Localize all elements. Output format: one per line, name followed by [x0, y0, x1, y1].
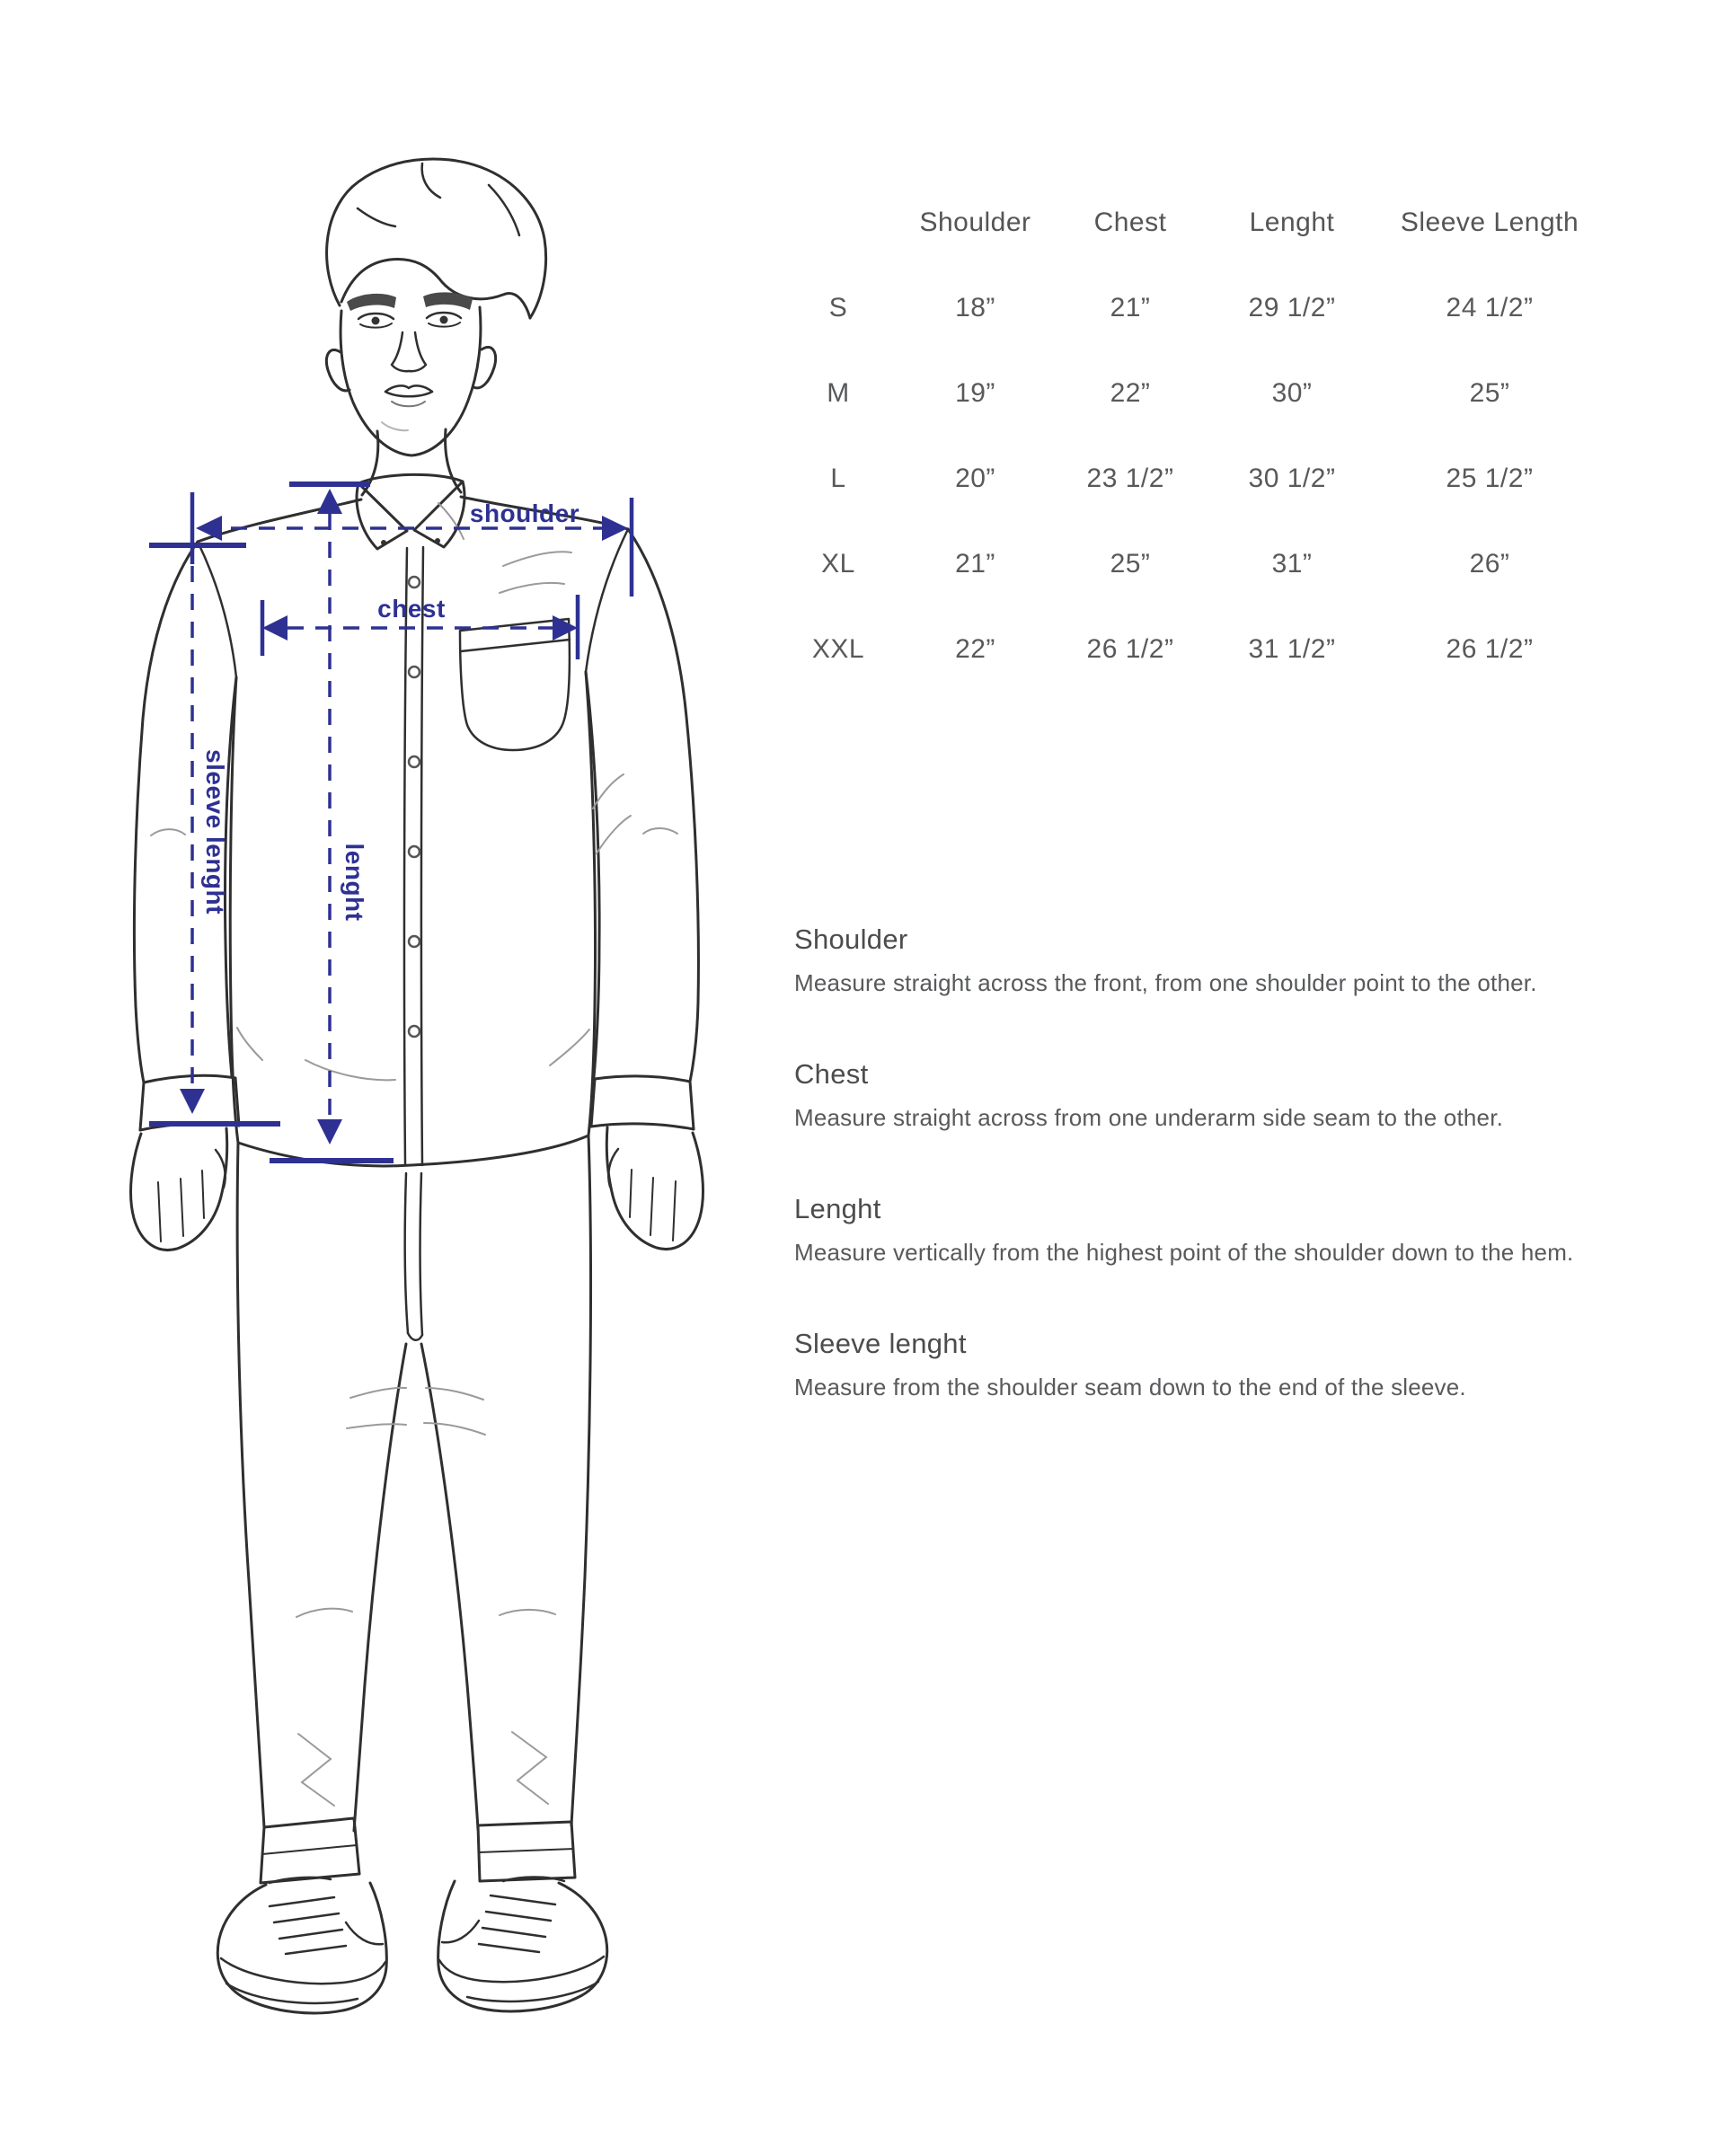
size-value: 21”	[1110, 292, 1151, 323]
size-value: 21”	[955, 548, 995, 579]
figure-illustration	[0, 0, 809, 2156]
size-value: 26 1/2”	[1446, 633, 1534, 664]
sleeve-length-measure-label: sleeve lenght	[201, 749, 229, 915]
instruction-title: Sleeve lenght	[794, 1327, 967, 1359]
instruction-text: Measure vertically from the highest point of the shoulder down to the hem.	[794, 1238, 1574, 1266]
size-value: 26”	[1469, 548, 1510, 579]
size-value: 25”	[1110, 548, 1151, 579]
size-value: 26 1/2”	[1086, 633, 1174, 664]
size-value: 24 1/2”	[1446, 292, 1534, 323]
size-value: 29 1/2”	[1248, 292, 1336, 323]
size-value: 31”	[1271, 548, 1313, 579]
chest-measure-label: chest	[377, 595, 446, 623]
size-value: 30 1/2”	[1248, 463, 1336, 493]
instruction-shoulder	[794, 923, 1684, 997]
instruction-title: Chest	[794, 1057, 869, 1090]
size-value: 18”	[955, 292, 995, 323]
instruction-chest	[794, 1058, 1684, 1132]
size-value: 31 1/2”	[1248, 633, 1336, 664]
instruction-text: Measure from the shoulder seam down to the end of the sleeve.	[794, 1373, 1466, 1401]
instruction-text: Measure straight across the front, from one shoulder point to the other.	[794, 969, 1537, 996]
size-value: 25 1/2”	[1446, 463, 1534, 493]
column-header-length: Lenght	[1249, 207, 1335, 237]
column-header-shoulder: Shoulder	[919, 207, 1031, 237]
size-label: L	[830, 463, 846, 493]
column-header-blank	[780, 180, 897, 265]
size-value: 25”	[1469, 377, 1510, 408]
size-value: 30”	[1271, 377, 1313, 408]
column-header-chest: Chest	[1093, 207, 1167, 237]
shoulder-measure-label: shoulder	[469, 499, 580, 527]
size-value: 22”	[1110, 377, 1151, 408]
instruction-title: Shoulder	[794, 923, 908, 955]
instruction-length	[794, 1193, 1684, 1267]
instruction-title: Lenght	[794, 1192, 881, 1224]
size-value: 23 1/2”	[1086, 463, 1174, 493]
length-measure-label: lenght	[341, 843, 368, 922]
length-measure	[270, 484, 394, 1161]
arrow-down-icon	[317, 1119, 342, 1144]
size-label: M	[827, 377, 850, 408]
wrinkle-lines	[151, 503, 677, 1806]
column-header-sleeve-length: Sleeve Length	[1400, 207, 1579, 237]
arrow-down-icon	[180, 1089, 205, 1114]
size-value: 19”	[955, 377, 995, 408]
model-drawing	[131, 159, 703, 2013]
size-label: XL	[821, 548, 855, 579]
instruction-text: Measure straight across from one underarm side seam to the other.	[794, 1103, 1504, 1131]
size-value: 20”	[955, 463, 995, 493]
size-label: XXL	[811, 633, 865, 664]
instruction-sleeve-length	[794, 1328, 1684, 1401]
size-table	[780, 180, 1602, 692]
arrow-up-icon	[317, 489, 342, 514]
arrow-left-icon	[262, 615, 288, 641]
measure-instructions	[794, 923, 1684, 1462]
size-label: S	[828, 292, 848, 323]
size-value: 22”	[955, 633, 995, 664]
